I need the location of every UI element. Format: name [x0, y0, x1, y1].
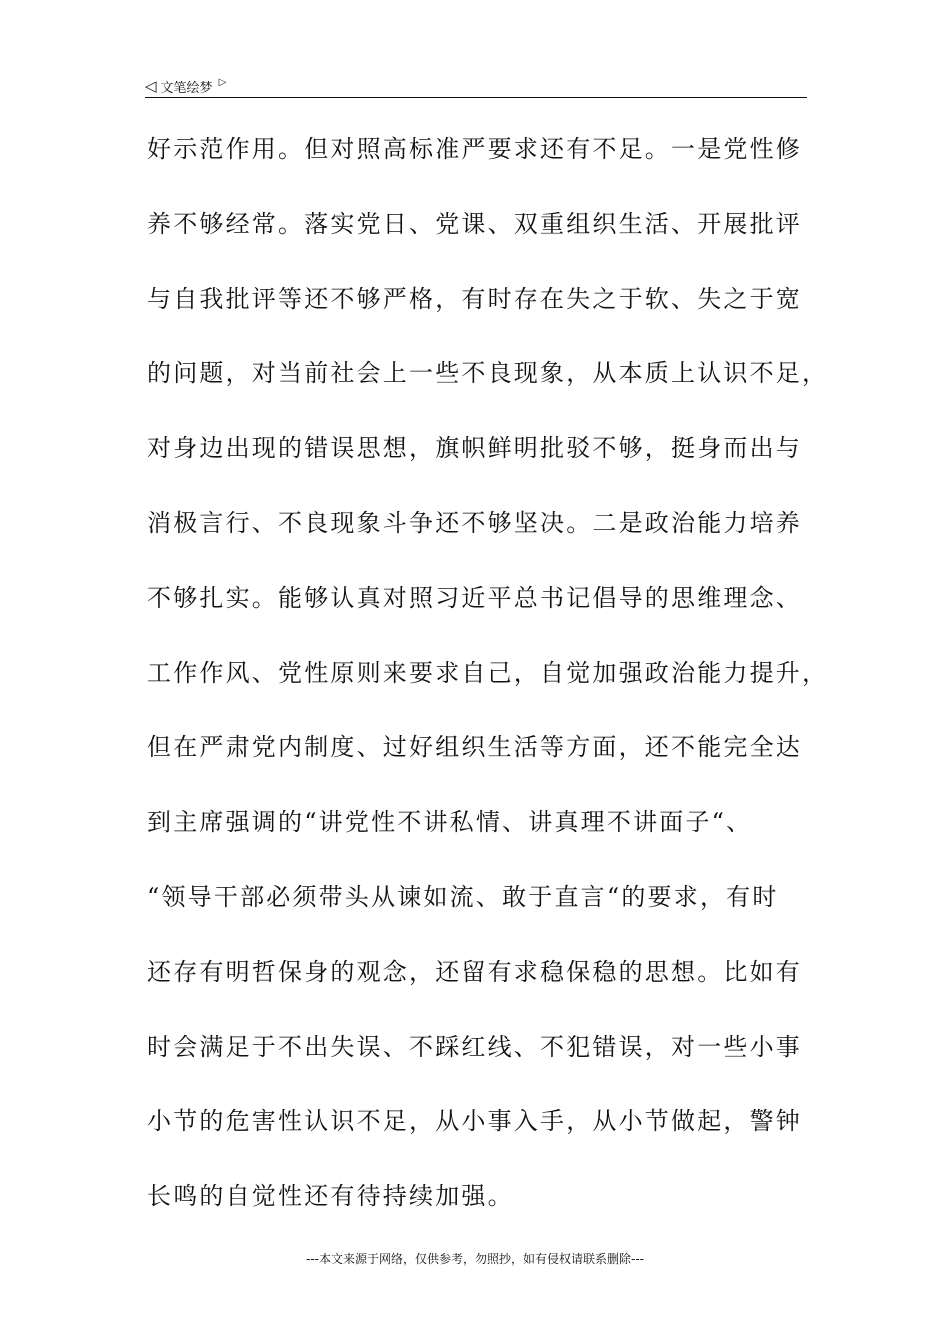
- body-line: 不够扎实。能够认真对照习近平总书记倡导的思维理念、: [147, 583, 802, 612]
- body-line: 还存有明哲保身的观念，还留有求稳保稳的思想。比如有: [147, 957, 802, 986]
- body-line: 小节的危害性认识不足，从小事入手，从小节做起，警钟: [147, 1107, 802, 1136]
- page-footer: ---本文来源于网络，仅供参考，勿照抄，如有侵权请联系删除---: [306, 1252, 644, 1266]
- page-header: [145, 74, 807, 98]
- body-line: 消极言行、不良现象斗争还不够坚决。二是政治能力培养: [147, 508, 802, 537]
- body-line: 到主席强调的“讲党性不讲私情、讲真理不讲面子“、: [147, 808, 753, 837]
- body-line: 工作作风、党性原则来要求自己，自觉加强政治能力提升，: [147, 658, 829, 687]
- body-line: 的问题，对当前社会上一些不良现象，从本质上认识不足，: [147, 359, 829, 388]
- body-line: 时会满足于不出失误、不踩红线、不犯错误，对一些小事: [147, 1032, 802, 1061]
- left-triangle-icon: ◁: [145, 76, 157, 95]
- header-title: 文笔绘梦: [160, 80, 213, 96]
- header-divider: [145, 97, 807, 98]
- body-line: 好示范作用。但对照高标准严要求还有不足。一是党性修: [147, 135, 802, 163]
- body-line: 养不够经常。落实党日、党课、双重组织生活、开展批评: [147, 209, 802, 238]
- body-line: 但在严肃党内制度、过好组织生活等方面，还不能完全达: [147, 733, 802, 762]
- document-body: [147, 112, 829, 1234]
- body-line: 与自我批评等还不够严格，有时存在失之于软、失之于宽: [147, 284, 802, 313]
- body-line: 对身边出现的错误思想，旗帜鲜明批驳不够，挺身而出与: [147, 434, 802, 463]
- body-line: “领导干部必须带头从谏如流、敢于直言“的要求，有时: [147, 882, 779, 911]
- body-line: 长鸣的自觉性还有待持续加强。: [147, 1182, 514, 1211]
- right-triangle-icon: ▷: [218, 77, 227, 88]
